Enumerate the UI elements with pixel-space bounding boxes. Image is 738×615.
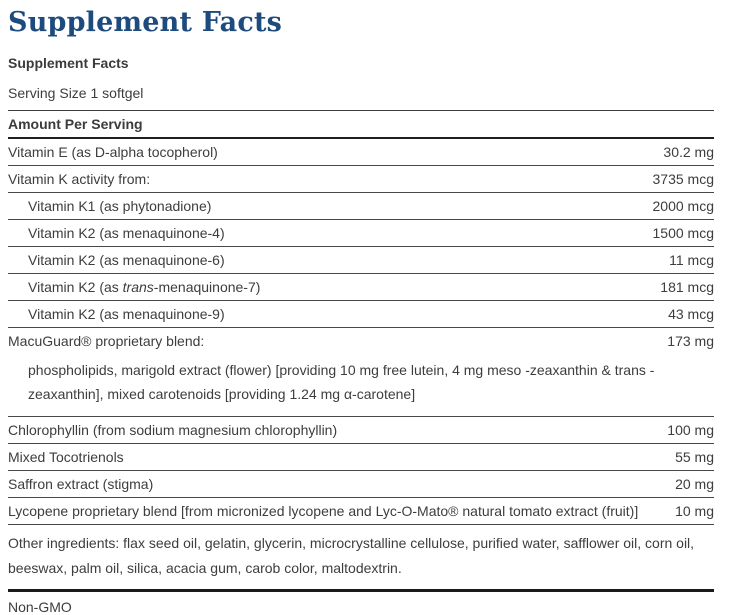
table-row: [8, 498, 714, 525]
ingredient-amount: 181 mcg: [660, 279, 714, 295]
ingredient-label-part: Vitamin E (as D-alpha tocopherol): [8, 144, 218, 160]
ingredient-label: [8, 333, 204, 349]
table-row: [8, 247, 714, 274]
other-ingredients-text: Other ingredients: flax seed oil, gelatin, glycerin, microcrystalline cellulose, purified water, safflower oil, corn oil, beeswax, palm oil, silica, acacia gum, carob color, maltodextrin.: [8, 525, 714, 592]
table-row: [8, 328, 714, 354]
ingredient-label: [8, 225, 225, 241]
ingredient-amount: 55 mg: [675, 449, 714, 465]
non-gmo-text: Non-GMO: [8, 599, 72, 615]
ingredient-amount: 2000 mcg: [652, 198, 714, 214]
ingredient-amount: 3735 mcg: [652, 171, 714, 187]
ingredient-label: [8, 279, 260, 295]
ingredient-label-part: MacuGuard® proprietary blend:: [8, 333, 205, 349]
table-row: [8, 444, 714, 471]
ingredient-label-part: Vitamin K2 (as menaquinone-9): [28, 306, 225, 322]
ingredient-label-part: Vitamin K2 (as menaquinone-6): [28, 252, 225, 268]
ingredient-amount: 30.2 mg: [663, 144, 714, 160]
table-row: [8, 166, 714, 193]
page-title: Supplement Facts: [8, 7, 283, 38]
ingredient-label-part: Lycopene proprietary blend [from micronized lycopene and Lyc-O-Mato® natural tomato extract (fruit)]: [8, 503, 639, 519]
ingredient-label: [8, 252, 225, 268]
table-row: [8, 193, 714, 220]
ingredient-label: [8, 422, 337, 438]
facts-table: [8, 139, 714, 525]
table-row: [8, 471, 714, 498]
table-row: [8, 417, 714, 444]
ingredient-label-part: Mixed Tocotrienols: [8, 449, 124, 465]
serving-size-text: Serving Size 1 softgel: [8, 85, 144, 101]
ingredient-label-part: Saffron extract (stigma): [8, 476, 154, 492]
ingredient-label: [8, 144, 218, 160]
table-row: [8, 301, 714, 328]
ingredient-label: [8, 306, 225, 322]
ingredient-amount: 173 mg: [667, 333, 714, 349]
table-row: [8, 274, 714, 301]
ingredient-amount: 20 mg: [675, 476, 714, 492]
ingredient-label: [8, 198, 211, 214]
ingredient-amount: 11 mcg: [669, 252, 714, 268]
ingredient-label-part: Chlorophyllin (from sodium magnesium chlorophyllin): [8, 422, 338, 438]
ingredient-label: [8, 503, 638, 519]
ingredient-amount: 100 mg: [667, 422, 714, 438]
ingredient-label-part: -menaquinone-7): [153, 279, 261, 295]
facts-heading: Supplement Facts: [8, 55, 129, 71]
blend-description: phospholipids, marigold extract (flower) [providing 10 mg free lutein, 4 mg meso -zeaxanthin & trans - zeaxanthin], mixed carotenoids [providing 1.24 mg α-carotene]: [8, 354, 714, 417]
ingredient-label: [8, 476, 153, 492]
table-row: [8, 139, 714, 166]
table-row: [8, 220, 714, 247]
ingredient-label-part: Vitamin K2 (as menaquinone-4): [28, 225, 225, 241]
ingredient-label-part: Vitamin K activity from:: [8, 171, 151, 187]
ingredient-label-part: Vitamin K1 (as phytonadione): [28, 198, 212, 214]
amount-per-serving-header: Amount Per Serving: [8, 110, 714, 139]
ingredient-label-part: Vitamin K2 (as: [28, 279, 123, 295]
ingredient-amount: 43 mcg: [668, 306, 714, 322]
ingredient-label: [8, 449, 124, 465]
ingredient-amount: 10 mg: [675, 503, 714, 519]
ingredient-amount: 1500 mcg: [652, 225, 714, 241]
ingredient-label: [8, 171, 150, 187]
ingredient-label-italic-part: trans: [122, 279, 154, 295]
